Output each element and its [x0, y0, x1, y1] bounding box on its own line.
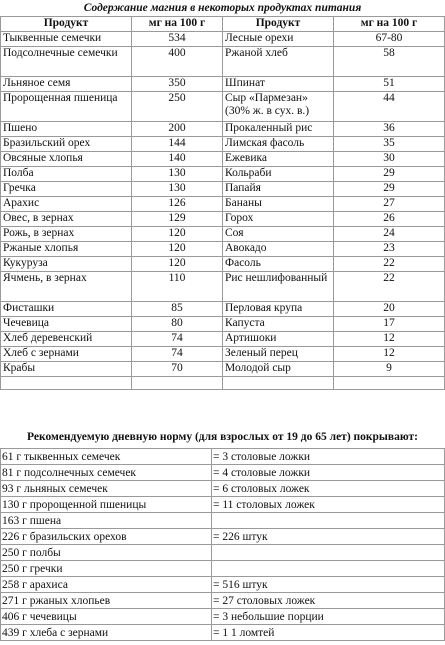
amount-cell: 258 г арахиса [1, 577, 212, 593]
table-row [1, 347, 445, 362]
recommendation-row [1, 625, 445, 641]
value-cell: 30 [334, 152, 445, 167]
product-cell: Прокаленный рис [223, 122, 334, 137]
product-cell: Полба [1, 167, 132, 182]
amount-cell: 439 г хлеба с зернами [1, 625, 212, 641]
value-cell: 26 [334, 212, 445, 227]
product-cell: Гречка [1, 182, 132, 197]
value-cell: 120 [132, 242, 223, 257]
product-cell: Бразильский орех [1, 137, 132, 152]
product-cell: Хлеб с зернами [1, 347, 132, 362]
product-cell: Чечевица [1, 317, 132, 332]
product-cell: Арахис [1, 197, 132, 212]
table-row [1, 47, 445, 77]
product-cell: Папайя [223, 182, 334, 197]
product-cell: Ежевика [223, 152, 334, 167]
amount-cell: 250 г гречки [1, 561, 212, 577]
value-cell: 250 [132, 92, 223, 122]
product-cell: Сыр «Пармезан» (30% ж. в сух. в.) [223, 92, 334, 122]
product-cell: Капуста [223, 317, 334, 332]
equivalent-cell: = 3 небольшие порции [212, 609, 445, 625]
value-cell: 85 [132, 302, 223, 317]
table-row [1, 242, 445, 257]
product-cell: Бананы [223, 197, 334, 212]
product-cell: Овсяные хлопья [1, 152, 132, 167]
recommendation-heading: Рекомендуемую дневную норму (для взрослых от 19 до 65 лет) покрывают: [27, 431, 418, 443]
value-cell: 22 [334, 272, 445, 302]
product-cell: Ржаной хлеб [223, 47, 334, 77]
header-product-1: Продукт [1, 17, 132, 32]
amount-cell: 271 г ржаных хлопьев [1, 593, 212, 609]
header-mg-1: мг на 100 г [132, 17, 223, 32]
amount-cell: 250 г полбы [1, 545, 212, 561]
value-cell: 20 [334, 302, 445, 317]
table-row [1, 122, 445, 137]
value-cell: 67-80 [334, 32, 445, 47]
value-cell: 44 [334, 92, 445, 122]
value-cell: 130 [132, 182, 223, 197]
table-row [1, 257, 445, 272]
product-cell: Рожь, в зернах [1, 227, 132, 242]
value-cell: 51 [334, 77, 445, 92]
product-cell: Шпинат [223, 77, 334, 92]
value-cell: 140 [132, 152, 223, 167]
recommendation-row [1, 593, 445, 609]
value-cell: 534 [132, 32, 223, 47]
value-cell: 74 [132, 332, 223, 347]
table-row [1, 302, 445, 317]
value-cell: 29 [334, 182, 445, 197]
table-row [1, 77, 445, 92]
product-cell: Кукуруза [1, 257, 132, 272]
equivalent-cell [212, 561, 445, 577]
value-cell: 110 [132, 272, 223, 302]
recommendation-row [1, 481, 445, 497]
value-cell: 9 [334, 362, 445, 377]
product-cell: Фисташки [1, 302, 132, 317]
product-cell: Ячмень, в зернах [1, 272, 132, 302]
product-cell: Артишоки [223, 332, 334, 347]
product-cell: Ржаные хлопья [1, 242, 132, 257]
table-row [1, 272, 445, 302]
product-cell: Овес, в зернах [1, 212, 132, 227]
product-cell: Перловая крупа [223, 302, 334, 317]
product-cell: Авокадо [223, 242, 334, 257]
product-cell: Кольраби [223, 167, 334, 182]
value-cell: 120 [132, 227, 223, 242]
table-row [1, 167, 445, 182]
recommendation-row [1, 577, 445, 593]
recommendation-table [0, 448, 445, 641]
equivalent-cell: = 516 штук [212, 577, 445, 593]
table-row [1, 227, 445, 242]
table-row [1, 197, 445, 212]
table-row [1, 32, 445, 47]
amount-cell: 81 г подсолнечных семечек [1, 465, 212, 481]
product-cell: Фасоль [223, 257, 334, 272]
value-cell: 36 [334, 122, 445, 137]
product-cell: Рис нешлифованный [223, 272, 334, 302]
equivalent-cell: = 226 штук [212, 529, 445, 545]
product-cell: Зеленый перец [223, 347, 334, 362]
product-cell: Льняное семя [1, 77, 132, 92]
value-cell: 126 [132, 197, 223, 212]
value-cell: 400 [132, 47, 223, 77]
value-cell: 24 [334, 227, 445, 242]
amount-cell: 130 г пророщенной пшеницы [1, 497, 212, 513]
product-cell: Подсолнечные семечки [1, 47, 132, 77]
amount-cell: 226 г бразильских орехов [1, 529, 212, 545]
equivalent-cell: = 1 1 ломтей [212, 625, 445, 641]
value-cell: 80 [132, 317, 223, 332]
empty-cell [334, 377, 445, 390]
header-mg-2: мг на 100 г [334, 17, 445, 32]
value-cell: 200 [132, 122, 223, 137]
recommendation-row [1, 465, 445, 481]
value-cell: 22 [334, 257, 445, 272]
amount-cell: 61 г тыквенных семечек [1, 449, 212, 465]
empty-cell [223, 377, 334, 390]
table-row [1, 212, 445, 227]
table-row [1, 92, 445, 122]
recommendation-row [1, 529, 445, 545]
equivalent-cell [212, 513, 445, 529]
table-row [1, 152, 445, 167]
value-cell: 58 [334, 47, 445, 77]
table-row [1, 362, 445, 377]
product-cell: Лесные орехи [223, 32, 334, 47]
table-row [1, 182, 445, 197]
value-cell: 27 [334, 197, 445, 212]
table-row [1, 332, 445, 347]
amount-cell: 163 г пшена [1, 513, 212, 529]
value-cell: 74 [132, 347, 223, 362]
equivalent-cell: = 27 столовых ложек [212, 593, 445, 609]
empty-row [1, 377, 445, 390]
empty-cell [1, 377, 132, 390]
product-cell: Пророщенная пшеница [1, 92, 132, 122]
product-cell: Горох [223, 212, 334, 227]
value-cell: 12 [334, 347, 445, 362]
product-cell: Молодой сыр [223, 362, 334, 377]
recommendation-row [1, 561, 445, 577]
equivalent-cell [212, 545, 445, 561]
value-cell: 70 [132, 362, 223, 377]
product-cell: Пшено [1, 122, 132, 137]
equivalent-cell: = 6 столовых ложек [212, 481, 445, 497]
value-cell: 12 [334, 332, 445, 347]
header-product-2: Продукт [223, 17, 334, 32]
amount-cell: 93 г льняных семечек [1, 481, 212, 497]
value-cell: 17 [334, 317, 445, 332]
value-cell: 350 [132, 77, 223, 92]
empty-cell [132, 377, 223, 390]
value-cell: 23 [334, 242, 445, 257]
table-row [1, 317, 445, 332]
table-header-row [1, 17, 445, 32]
value-cell: 144 [132, 137, 223, 152]
equivalent-cell: = 11 столовых ложек [212, 497, 445, 513]
magnesium-table [0, 16, 445, 390]
value-cell: 29 [334, 167, 445, 182]
recommendation-row [1, 609, 445, 625]
table-row [1, 137, 445, 152]
value-cell: 120 [132, 257, 223, 272]
product-cell: Крабы [1, 362, 132, 377]
table-title: Содержание магния в некоторых продуктах питания [83, 2, 362, 14]
recommendation-row [1, 497, 445, 513]
amount-cell: 406 г чечевицы [1, 609, 212, 625]
product-cell: Лимская фасоль [223, 137, 334, 152]
value-cell: 130 [132, 167, 223, 182]
product-cell: Хлеб деревенский [1, 332, 132, 347]
recommendation-row [1, 545, 445, 561]
value-cell: 35 [334, 137, 445, 152]
recommendation-row [1, 449, 445, 465]
equivalent-cell: = 4 столовые ложки [212, 465, 445, 481]
recommendation-row [1, 513, 445, 529]
product-cell: Соя [223, 227, 334, 242]
value-cell: 129 [132, 212, 223, 227]
equivalent-cell: = 3 столовые ложки [212, 449, 445, 465]
product-cell: Тыквенные семечки [1, 32, 132, 47]
